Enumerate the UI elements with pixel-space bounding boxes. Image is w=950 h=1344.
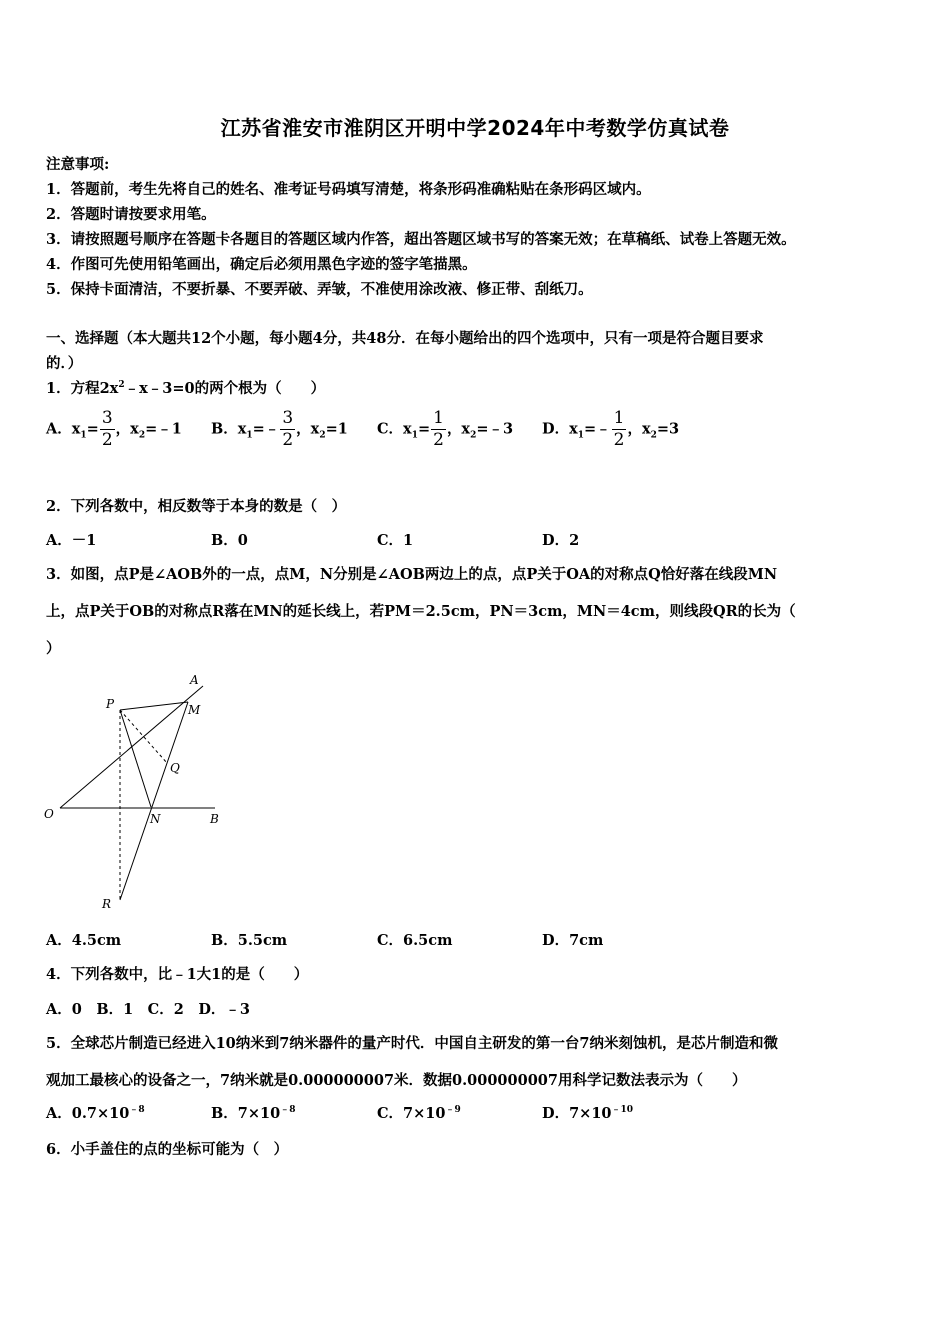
q5-option-a[interactable]: A．$0.7\times 10^{﹣8}$ xyxy=(46,1105,145,1122)
q4-options[interactable]: A．0 B．1 C．2 D．﹣3 xyxy=(46,1001,250,1018)
q1-option-d[interactable]: D．$x_1=﹣$ $\frac{1}{2}$ ，$x_2=3$ xyxy=(542,408,680,450)
label-r: R xyxy=(102,897,112,911)
question-3-stem-end: ） xyxy=(46,640,61,657)
q3-option-a[interactable]: A．4.5cm xyxy=(46,932,122,949)
q3-option-b[interactable]: B．5.5cm xyxy=(211,932,288,949)
question-5-stem-cont: 观加工最核心的设备之一，7纳米就是0.000000007米．数据0.000000007用科学记数法表示为（ ） xyxy=(46,1072,747,1089)
q1-option-c[interactable]: C．$x_1=$ $\frac{1}{2}$ ，$x_2=﹣3$ xyxy=(377,408,514,450)
label-m: M xyxy=(188,703,201,717)
question-1-stem: 1．方程$2x^2﹣x﹣3=0$的两个根为（ ） xyxy=(46,380,326,397)
label-a: A xyxy=(190,673,199,687)
fraction: $\frac{3}{2}$ xyxy=(282,408,294,450)
page-title: 江苏省淮安市淮阴区开明中学2024年中考数学仿真试卷 xyxy=(220,116,730,140)
question-4-stem: 4．下列各数中，比﹣1大1的是（ ） xyxy=(46,966,309,983)
q3-option-d[interactable]: D．7cm xyxy=(542,932,604,949)
section-heading: 一、选择题（本大题共12个小题，每小题4分，共48分．在每小题给出的四个选项中，只有一项是符合题目要求 xyxy=(46,330,764,347)
q2-option-b[interactable]: B．0 xyxy=(211,532,248,549)
fraction: $\frac{3}{2}$ xyxy=(101,408,113,450)
segment-pm xyxy=(120,702,188,710)
q5-option-b[interactable]: B．$7\times 10^{﹣8}$ xyxy=(211,1105,296,1122)
fraction: $\frac{1}{2}$ xyxy=(433,408,444,450)
question-2-stem: 2．下列各数中，相反数等于本身的数是（ ） xyxy=(46,498,347,515)
question-6-stem: 6．小手盖住的点的坐标可能为（ ） xyxy=(46,1141,289,1158)
notice-item: 2．答题时请按要求用笔。 xyxy=(46,206,216,223)
label-o: O xyxy=(44,807,54,821)
notice-heading: 注意事项: xyxy=(46,156,110,173)
fraction: $\frac{1}{2}$ xyxy=(613,408,625,450)
question-5-stem: 5．全球芯片制造已经进入10纳米到7纳米器件的量产时代．中国自主研发的第一台7纳米刻蚀机，是芯片制造和微 xyxy=(46,1035,778,1052)
q2-option-d[interactable]: D．2 xyxy=(542,532,580,549)
q2-option-a[interactable]: A．－1 xyxy=(46,532,97,549)
q1-option-b[interactable]: B．$x_1=﹣$ $\frac{3}{2}$ ，$x_2=1$ xyxy=(211,408,348,450)
notice-item: 5．保持卡面清洁，不要折暴、不要弄破、弄皱，不准使用涂改液、修正带、刮纸刀。 xyxy=(46,281,593,298)
notice-item: 4．作图可先使用铅笔画出，确定后必须用黑色字迹的签字笔描黑。 xyxy=(46,256,477,273)
segment-pn xyxy=(120,710,151,807)
notice-item: 3．请按照题号顺序在答题卡各题目的答题区域内作答，超出答题区域书写的答案无效；在草稿纸、试卷上答题无效。 xyxy=(46,231,796,248)
label-n: N xyxy=(150,812,161,826)
q5-option-d[interactable]: D．$7\times 10^{﹣10}$ xyxy=(542,1105,634,1122)
notice-item: 1．答题前，考生先将自己的姓名、准考证号码填写清楚，将条形码准确粘贴在条形码区域内。 xyxy=(46,181,651,198)
label-b: B xyxy=(210,812,219,826)
question-3-stem: 3．如图，点P是∠AOB外的一点，点M，N分别是∠AOB两边上的点，点P关于OA的对称点Q恰好落在线段MN xyxy=(46,566,778,583)
geometry-figure xyxy=(40,668,240,918)
label-q: Q xyxy=(170,761,180,775)
section-heading-cont: 的．） xyxy=(46,355,83,372)
question-3-stem-cont: 上，点P关于OB的对称点R落在MN的延长线上，若PM＝2.5cm，PN＝3cm，MN＝4cm，则线段QR的长为（ xyxy=(46,603,796,620)
q3-option-c[interactable]: C．6.5cm xyxy=(377,932,453,949)
q1-option-a[interactable]: A．$x_1=$ $\frac{3}{2}$ ，$x_2=﹣1$ xyxy=(46,408,182,450)
q5-option-c[interactable]: C．$7\times 10^{﹣9}$ xyxy=(377,1105,461,1122)
q2-option-c[interactable]: C．1 xyxy=(377,532,414,549)
label-p: P xyxy=(106,697,115,711)
segment-mr xyxy=(120,702,188,900)
